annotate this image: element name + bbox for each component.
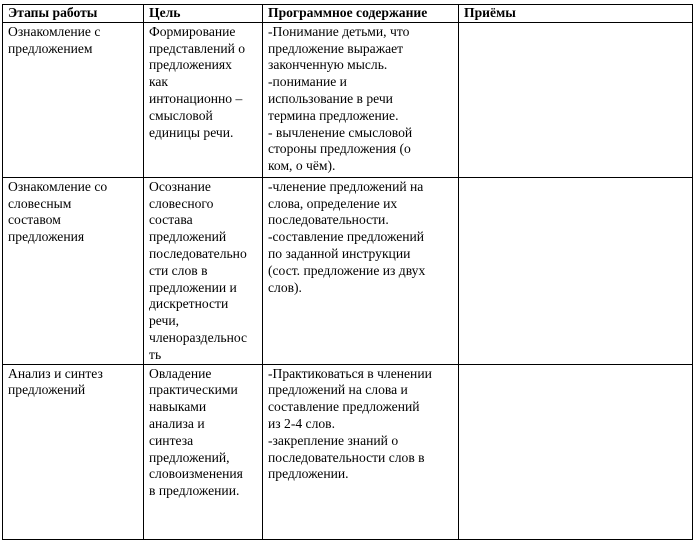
methods-cell [459, 177, 693, 364]
content-cell [263, 364, 459, 539]
content-text: -членение предложений на слова, определение их последовательности. -составление предложений по заданной инструкции (сост. предложение из двух слов). [268, 178, 426, 295]
stage-text: Ознакомление со словесным составом предложения [8, 178, 108, 245]
table-row [3, 22, 693, 177]
header-stages: Этапы работы [3, 5, 144, 23]
stage-cell [3, 22, 144, 177]
goal-cell [144, 22, 263, 177]
methods-cell [459, 364, 693, 539]
table-row [3, 177, 693, 364]
goal-text: Осознание словесного состава предложений последовательно сти слов в предложении и дискретности речи, членораздельнос ть [149, 178, 248, 362]
stage-text: Ознакомление с предложением [8, 23, 101, 56]
content-text: -Понимание детьми, что предложение выражает законченную мысль. -понимание и использование в речи термина предложение. - вычленение смысловой стороны предложения (о ком, о чём). [268, 23, 413, 174]
header-methods: Приёмы [459, 5, 693, 23]
goal-text: Овладение практическими навыками анализа и синтеза предложений, словоизменения в предложении. [149, 365, 243, 499]
table-header-row [3, 5, 693, 23]
goal-cell [144, 177, 263, 364]
stage-text: Анализ и синтез предложений [8, 365, 103, 398]
table-row [3, 364, 693, 539]
stage-cell [3, 364, 144, 539]
work-stages-table [2, 4, 693, 540]
content-text: -Практиковаться в членении предложений на слова и составление предложений из 2-4 слов. -закрепление знаний о последовательности слов в предложении. [268, 365, 432, 482]
stage-cell [3, 177, 144, 364]
content-cell [263, 22, 459, 177]
header-goal: Цель [144, 5, 263, 23]
methods-cell [459, 22, 693, 177]
goal-text: Формирование представлений о предложениях как интонационно – смысловой единицы речи. [149, 23, 246, 140]
goal-cell [144, 364, 263, 539]
header-content: Программное содержание [263, 5, 459, 23]
content-cell [263, 177, 459, 364]
